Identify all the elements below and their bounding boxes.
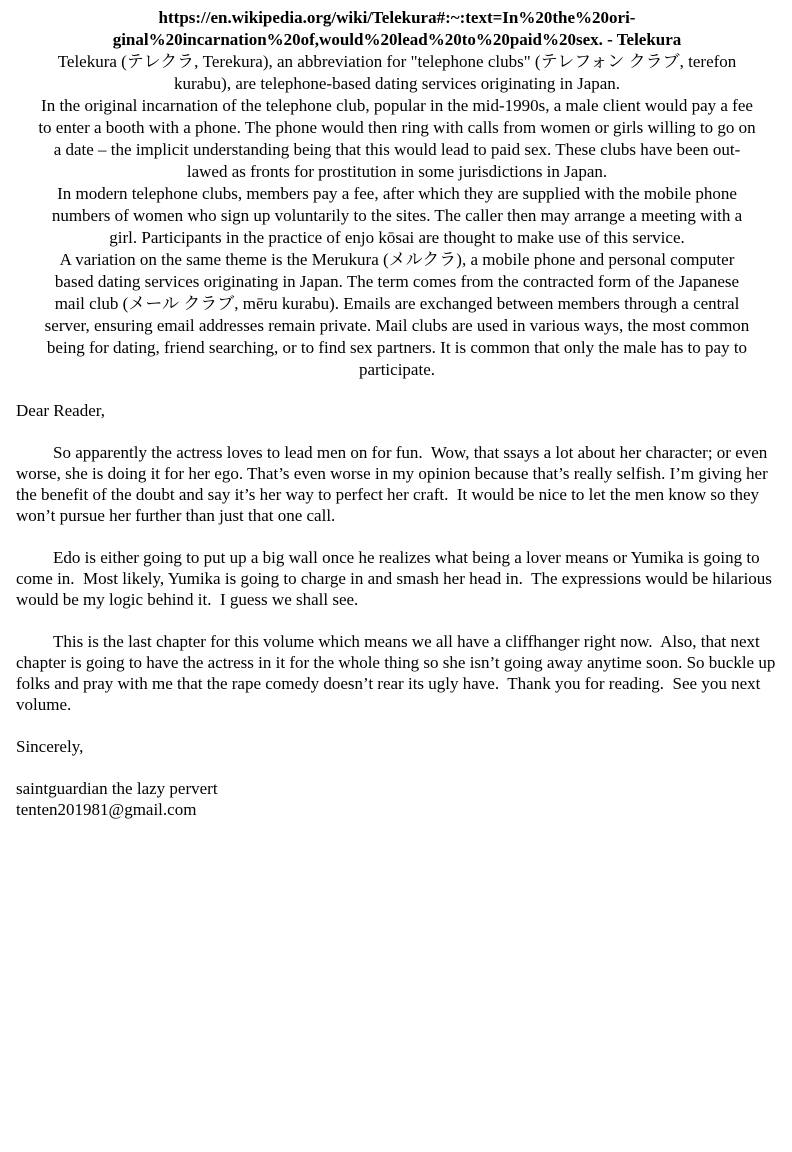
- wiki-body-line: numbers of women who sign up voluntarily to the sites. The caller then may arrange a meeting with a: [51, 206, 743, 225]
- wiki-body-line: server, ensuring email addresses remain private. Mail clubs are used in various ways, the most common: [44, 316, 750, 335]
- wiki-source-line: ginal%20incarnation%20of,would%20lead%20to%20paid%20sex. - Telekura: [112, 30, 682, 49]
- wiki-body-line: to enter a booth with a phone. The phone would then ring with calls from women or girls willing to go on: [38, 118, 756, 137]
- signature-email: tenten201981@gmail.com: [16, 800, 197, 819]
- wiki-body-line: based dating services originating in Japan. The term comes from the contracted form of the Japanese: [54, 272, 740, 291]
- signature-block: [16, 778, 778, 820]
- letter-paragraph: Edo is either going to put up a big wall once he realizes what being a lover means or Yumika is going to come in. Most likely, Yumika is going to charge in and smash her head in. The expressions would be hilarious would be my logic behind it. I guess we shall see.: [16, 548, 777, 609]
- closing: Sincerely,: [16, 737, 84, 756]
- wiki-source-lines: [16, 7, 778, 51]
- wiki-body-line: kurabu), are telephone-based dating services originating in Japan.: [173, 74, 621, 93]
- wiki-body-line: participate.: [359, 360, 435, 379]
- wiki-body-line: being for dating, friend searching, or to find sex partners. It is common that only the male has to pay to: [46, 338, 748, 357]
- letter-paragraphs: [16, 442, 778, 715]
- letter-paragraph: This is the last chapter for this volume which means we all have a cliffhanger right now. Also, that next chapter is going to have the actress in it for the whole thing so she isn’t going away anytime soon. So buckle up folks and pray with me that the rape comedy doesn’t rear its ugly have. Thank you for reading. See you next volume.: [16, 632, 780, 714]
- wiki-body-line: a date – the implicit understanding being that this would lead to paid sex. These clubs have been out-: [53, 140, 741, 159]
- wiki-body-line: lawed as fronts for prostitution in some jurisdictions in Japan.: [186, 162, 608, 181]
- wiki-body-line: girl. Participants in the practice of enjo kōsai are thought to make use of this service.: [109, 228, 685, 247]
- signature-name: saintguardian the lazy pervert: [16, 779, 218, 798]
- wiki-body-line: Telekura (テレクラ, Terekura), an abbreviation for "telephone clubs" (テレフォン クラブ, terefon: [57, 52, 737, 71]
- wiki-body-line: A variation on the same theme is the Merukura (メルクラ), a mobile phone and personal computer: [59, 250, 735, 269]
- wiki-body-lines: [16, 51, 778, 381]
- wiki-body-line: In modern telephone clubs, members pay a fee, after which they are supplied with the mobile phone: [57, 184, 737, 203]
- letter: [0, 400, 792, 820]
- salutation: Dear Reader,: [16, 401, 105, 420]
- wiki-body-line: mail club (メール クラブ, mēru kurabu). Emails are exchanged between members through a central: [54, 294, 740, 313]
- wiki-excerpt: [0, 0, 792, 381]
- wiki-source-line: https://en.wikipedia.org/wiki/Telekura#:~:text=In%20the%20ori-: [158, 8, 636, 27]
- letter-paragraph: So apparently the actress loves to lead men on for fun. Wow, that ssays a lot about her character; or even worse, she is doing it for her ego. That’s even worse in my opinion because that’s really selfish. I’m giving her the benefit of the doubt and say it’s her way to perfect her craft. It would be nice to let the men know so they won’t pursue her further than just that one call.: [16, 443, 773, 525]
- wiki-body-line: In the original incarnation of the telephone club, popular in the mid-1990s, a male client would pay a fee: [41, 96, 753, 115]
